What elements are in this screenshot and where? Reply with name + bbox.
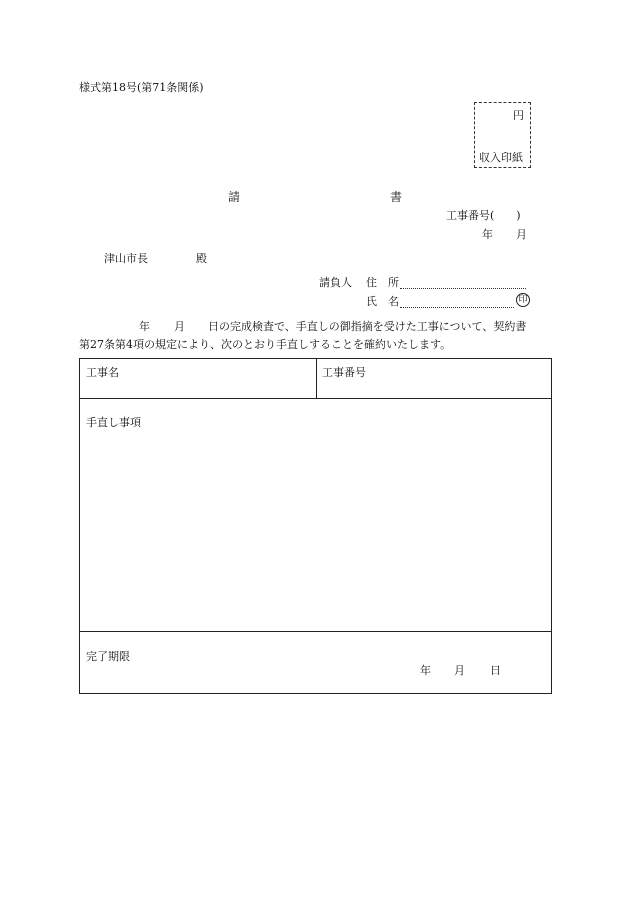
contractor-address-label: 住 所 [366,276,399,289]
addressee-honorific: 殿 [196,252,207,265]
title-char-2: 書 [390,190,403,204]
name-fill-line [400,307,514,308]
deadline-year: 年 [420,664,431,677]
table-column-divider [316,359,317,398]
body-month: 月 [174,320,185,333]
body-line-2: 第27条第4項の規定により、次のとおり手直しすることを確約いたします。 [79,338,452,351]
table-divider-2 [80,631,551,632]
seal-mark: 印 [516,293,530,307]
revenue-stamp-box [474,102,531,168]
contractor-role: 請負人 [319,276,352,289]
header-date-month: 月 [516,228,527,241]
stamp-yen: 円 [513,109,524,122]
repair-items-label: 手直し事項 [86,416,141,429]
work-name-label: 工事名 [86,366,119,379]
header-date-year: 年 [482,228,493,241]
title-char-1: 請 [228,190,241,204]
stamp-label: 収入印紙 [479,151,523,164]
table-divider-1 [80,398,551,399]
body-year: 年 [139,320,150,333]
header-work-number-label: 工事番号( ) [446,209,521,222]
body-line-1: 日の完成検査で、手直しの御指摘を受けた工事について、契約書 [208,320,527,333]
work-number-label: 工事番号 [322,366,366,379]
deadline-month: 月 [454,664,465,677]
repair-form-table [79,358,552,694]
contractor-name-label: 氏 名 [366,295,399,308]
form-number: 様式第18号(第71条関係) [79,81,204,94]
deadline-day: 日 [490,664,501,677]
addressee-name: 津山市長 [104,252,148,265]
deadline-label: 完了期限 [86,650,130,663]
address-fill-line [400,288,526,289]
